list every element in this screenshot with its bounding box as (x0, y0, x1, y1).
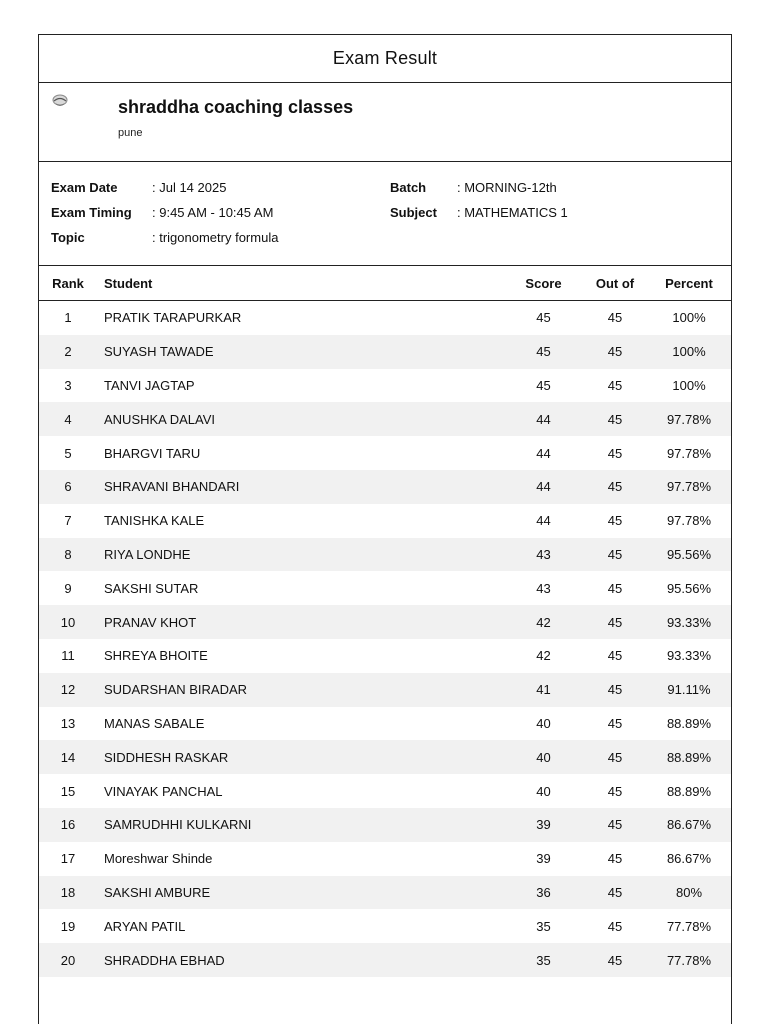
student-cell: BHARGVI TARU (104, 445, 201, 461)
score-cell: 45 (504, 335, 583, 369)
exam-date-value: : Jul 14 2025 (152, 180, 227, 195)
rank-cell: 14 (39, 740, 97, 774)
student-cell: TANISHKA KALE (104, 513, 205, 529)
batch-label: Batch (390, 180, 427, 195)
exam-timing-label: Exam Timing (51, 205, 132, 220)
rank-cell: 16 (39, 808, 97, 842)
percent-cell: 93.33% (666, 648, 712, 664)
percent-cell: 77.78% (666, 918, 712, 934)
rank-cell: 12 (39, 673, 97, 707)
student-cell: PRATIK TARAPURKAR (104, 310, 242, 326)
out-of-cell: 45 (607, 580, 623, 596)
rank-cell: 6 (39, 470, 97, 504)
out-of-cell: 45 (607, 513, 623, 529)
rank-cell: 15 (60, 783, 76, 799)
score-cell: 42 (536, 648, 551, 664)
student-cell: SAKSHI SUTAR (104, 580, 199, 596)
student-cell: SAMRUDHHI KULKARNI (97, 808, 504, 842)
percent-cell: 100% (672, 377, 706, 393)
percent-cell: 86.67% (666, 851, 712, 867)
score-cell: 40 (504, 740, 583, 774)
score-cell: 39 (504, 808, 583, 842)
rank-cell: 2 (39, 335, 97, 369)
out-of-cell: 45 (607, 715, 623, 731)
rank-cell: 5 (64, 445, 72, 461)
table-row (39, 504, 731, 538)
out-of-cell: 45 (583, 402, 647, 436)
percent-cell: 100% (647, 335, 731, 369)
percent-cell: 80% (647, 876, 731, 910)
results-body (39, 301, 731, 977)
table-header-row (39, 266, 731, 301)
student-cell: TANVI JAGTAP (104, 377, 195, 393)
rank-cell: 8 (39, 538, 97, 572)
rank-cell: 7 (64, 513, 72, 529)
score-cell: 44 (536, 445, 551, 461)
percent-cell: 100% (672, 310, 706, 326)
exam-date-label: Exam Date (51, 180, 118, 195)
out-of-cell: 45 (583, 470, 647, 504)
score-cell: 40 (536, 783, 551, 799)
student-cell: PRANAV KHOT (97, 605, 504, 639)
table-row (39, 436, 731, 470)
score-cell: 44 (504, 470, 583, 504)
score-cell: 44 (536, 513, 551, 529)
out-of-cell: 45 (583, 740, 647, 774)
student-cell: SUYASH TAWADE (97, 335, 504, 369)
out-of-cell: 45 (583, 876, 647, 910)
out-of-cell: 45 (607, 918, 623, 934)
rank-header: Rank (39, 266, 97, 301)
score-cell: 39 (536, 851, 551, 867)
topic-label: Topic (51, 230, 85, 245)
result-sheet (38, 34, 732, 1024)
rank-cell: 17 (60, 851, 76, 867)
exam-details-row (39, 230, 731, 248)
topic-value: : trigonometry formula (152, 230, 279, 245)
rank-cell: 10 (39, 605, 97, 639)
student-cell: VINAYAK PANCHAL (104, 783, 223, 799)
rank-cell: 3 (64, 377, 72, 393)
batch-value: : MORNING-12th (457, 180, 557, 195)
student-cell: Moreshwar Shinde (104, 851, 213, 867)
score-header: Score (504, 266, 583, 301)
percent-cell: 97.78% (666, 513, 712, 529)
rank-cell: 4 (39, 402, 97, 436)
out-of-cell: 45 (583, 538, 647, 572)
score-cell: 41 (504, 673, 583, 707)
table-row (39, 571, 731, 605)
rank-cell: 19 (60, 918, 76, 934)
percent-cell: 95.56% (647, 538, 731, 572)
student-cell: SIDDHESH RASKAR (97, 740, 504, 774)
out-of-cell: 45 (583, 335, 647, 369)
percent-cell: 77.78% (647, 943, 731, 977)
score-cell: 45 (536, 377, 551, 393)
table-row (39, 369, 731, 403)
score-cell: 36 (504, 876, 583, 910)
student-cell: SHREYA BHOITE (104, 648, 208, 664)
institute-name: shraddha coaching classes (118, 97, 354, 117)
table-row (39, 876, 731, 910)
table-row (39, 740, 731, 774)
out-of-cell: 45 (583, 808, 647, 842)
out-of-cell: 45 (583, 943, 647, 977)
score-cell: 44 (504, 402, 583, 436)
table-row (39, 301, 731, 335)
table-row (39, 639, 731, 673)
table-row (39, 470, 731, 504)
table-row (39, 673, 731, 707)
percent-cell: 93.33% (647, 605, 731, 639)
table-row (39, 402, 731, 436)
table-row (39, 335, 731, 369)
out-of-cell: 45 (607, 445, 623, 461)
score-cell: 42 (504, 605, 583, 639)
exam-details-row (39, 180, 731, 198)
rank-cell: 1 (64, 310, 72, 326)
out-of-header: Out of (583, 266, 647, 301)
rank-cell: 11 (61, 648, 75, 664)
student-cell: SAKSHI AMBURE (97, 876, 504, 910)
out-of-cell: 45 (607, 310, 623, 326)
out-of-cell: 45 (607, 648, 623, 664)
student-cell: ANUSHKA DALAVI (97, 402, 504, 436)
score-cell: 45 (536, 310, 551, 326)
score-cell: 43 (504, 538, 583, 572)
student-cell: SUDARSHAN BIRADAR (97, 673, 504, 707)
score-cell: 35 (504, 943, 583, 977)
table-row (39, 943, 731, 977)
percent-cell: 95.56% (666, 580, 712, 596)
institute-logo-icon (51, 93, 69, 109)
out-of-cell: 45 (583, 673, 647, 707)
results-table (39, 266, 731, 977)
table-row (39, 909, 731, 943)
institute-header (39, 83, 731, 162)
percent-cell: 91.11% (647, 673, 731, 707)
page-title: Exam Result (39, 35, 731, 83)
percent-cell: 88.89% (647, 740, 731, 774)
table-row (39, 605, 731, 639)
out-of-cell: 45 (607, 377, 623, 393)
subject-value: : MATHEMATICS 1 (457, 205, 568, 220)
percent-cell: 97.78% (647, 470, 731, 504)
percent-cell: 88.89% (666, 715, 712, 731)
table-row (39, 538, 731, 572)
score-cell: 35 (536, 918, 551, 934)
out-of-cell: 45 (607, 851, 623, 867)
rank-cell: 20 (39, 943, 97, 977)
percent-header: Percent (647, 266, 731, 301)
percent-cell: 88.89% (666, 783, 712, 799)
student-cell: RIYA LONDHE (97, 538, 504, 572)
percent-cell: 97.78% (666, 445, 712, 461)
percent-cell: 86.67% (647, 808, 731, 842)
score-cell: 40 (536, 715, 551, 731)
table-row (39, 707, 731, 741)
percent-cell: 97.78% (647, 402, 731, 436)
rank-cell: 9 (64, 580, 72, 596)
table-row (39, 842, 731, 876)
exam-details-row (39, 205, 731, 223)
student-cell: SHRAVANI BHANDARI (97, 470, 504, 504)
institute-city: pune (118, 127, 143, 139)
student-cell: SHRADDHA EBHAD (97, 943, 504, 977)
out-of-cell: 45 (607, 783, 623, 799)
exam-details (39, 162, 731, 266)
score-cell: 43 (536, 580, 551, 596)
rank-cell: 18 (39, 876, 97, 910)
student-cell: MANAS SABALE (104, 715, 205, 731)
student-header: Student (97, 266, 504, 301)
rank-cell: 13 (60, 715, 76, 731)
exam-timing-value: : 9:45 AM - 10:45 AM (152, 205, 274, 220)
out-of-cell: 45 (583, 605, 647, 639)
table-row (39, 808, 731, 842)
student-cell: ARYAN PATIL (104, 918, 186, 934)
subject-label: Subject (390, 205, 437, 220)
table-row (39, 774, 731, 808)
